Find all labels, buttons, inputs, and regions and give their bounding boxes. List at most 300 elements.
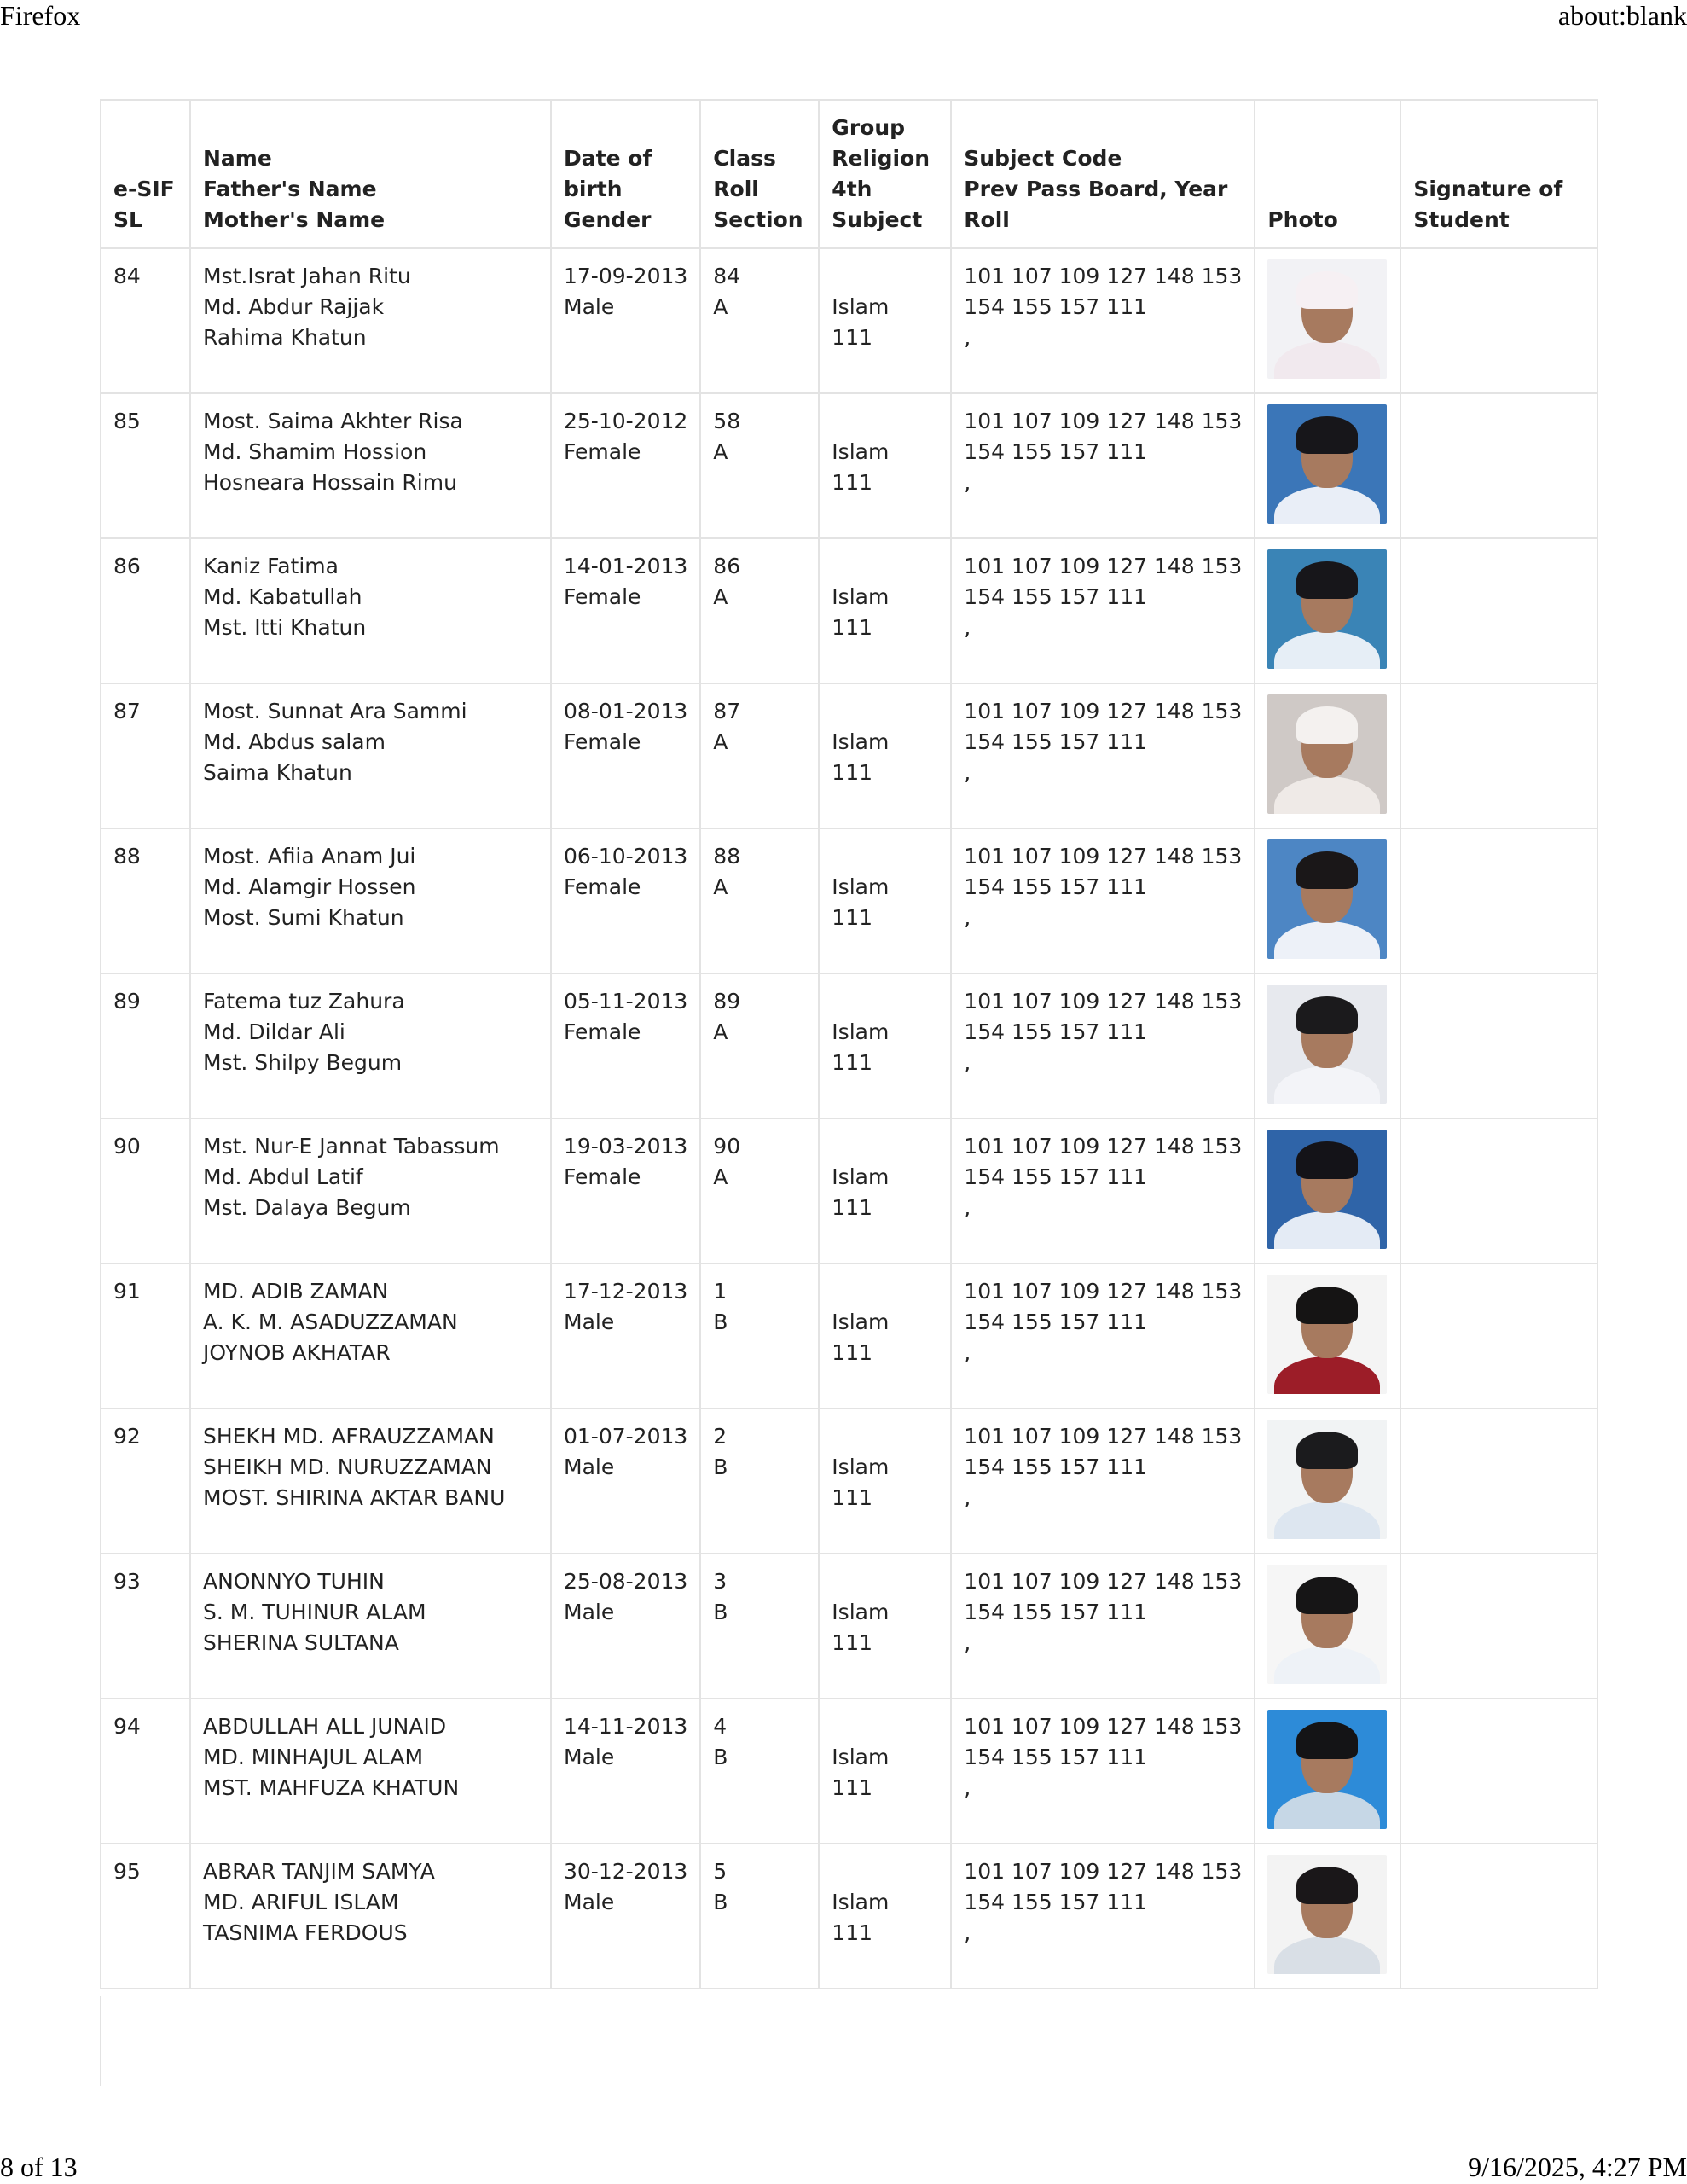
cell-text-sl: 84 xyxy=(113,264,141,288)
class-cell xyxy=(700,683,819,828)
photo-shoulders xyxy=(1274,1066,1380,1104)
cell-text-father: Md. Alamgir Hossen xyxy=(203,874,416,899)
signature-cell xyxy=(1400,538,1597,683)
dob-cell xyxy=(551,538,700,683)
column-header-photo xyxy=(1255,100,1400,248)
table-trailing-border xyxy=(100,1996,101,2086)
header-text: Photo xyxy=(1267,207,1338,232)
cell-text-religion: Islam xyxy=(832,584,890,609)
signature-cell xyxy=(1400,1409,1597,1554)
cell-text-name: Most. Saima Akhter Risa xyxy=(203,409,463,433)
name-cell xyxy=(190,393,551,538)
table-header xyxy=(101,100,1597,248)
religion-cell xyxy=(819,1118,951,1263)
dob-cell xyxy=(551,1699,700,1844)
class-cell xyxy=(700,1263,819,1409)
subject-code-cell xyxy=(951,1844,1255,1989)
cell-text-gender: Male xyxy=(564,294,615,319)
cell-text-codes1: 101 107 109 127 148 153 xyxy=(964,554,1243,578)
photo-hair xyxy=(1296,271,1358,309)
photo-cell xyxy=(1255,1263,1400,1409)
header-text: Date of xyxy=(564,146,652,171)
subject-code-cell xyxy=(951,393,1255,538)
cell-text-section: B xyxy=(713,1600,728,1624)
cell-text-dob: 19-03-2013 xyxy=(564,1134,688,1159)
cell-text-sl: 90 xyxy=(113,1134,141,1159)
cell-text-roll: 86 xyxy=(713,554,741,578)
student-list-table xyxy=(100,99,1598,1989)
class-cell xyxy=(700,1844,819,1989)
cell-text-codes1: 101 107 109 127 148 153 xyxy=(964,1279,1243,1304)
photo-shoulders xyxy=(1274,1356,1380,1394)
cell-text-father: A. K. M. ASADUZZAMAN xyxy=(203,1310,458,1334)
cell-text-sl: 92 xyxy=(113,1424,141,1449)
header-text: Signature of xyxy=(1413,177,1563,201)
cell-text-fourth: 111 xyxy=(832,325,873,350)
dob-cell xyxy=(551,1554,700,1699)
cell-text-father: Md. Dildar Ali xyxy=(203,1019,345,1044)
signature-cell xyxy=(1400,1844,1597,1989)
subject-code-cell xyxy=(951,683,1255,828)
cell-text-codes2: 154 155 157 111 xyxy=(964,729,1148,754)
sl-cell xyxy=(101,538,190,683)
cell-text-codes2: 154 155 157 111 xyxy=(964,439,1148,464)
cell-text-religion: Islam xyxy=(832,1019,890,1044)
cell-text-roll: 90 xyxy=(713,1134,741,1159)
cell-text-prev: , xyxy=(964,760,971,785)
cell-text-gender: Female xyxy=(564,1019,641,1044)
header-text: 4th xyxy=(832,177,872,201)
cell-text-dob: 01-07-2013 xyxy=(564,1424,688,1449)
cell-text-dob: 05-11-2013 xyxy=(564,989,688,1014)
column-header-name xyxy=(190,100,551,248)
cell-text-codes1: 101 107 109 127 148 153 xyxy=(964,1569,1243,1594)
name-cell xyxy=(190,1699,551,1844)
cell-text-roll: 5 xyxy=(713,1859,728,1884)
subject-code-cell xyxy=(951,538,1255,683)
column-header-religion xyxy=(819,100,951,248)
sl-cell xyxy=(101,1118,190,1263)
header-text: Group xyxy=(832,115,906,140)
cell-text-father: MD. ARIFUL ISLAM xyxy=(203,1890,399,1914)
cell-text-mother: TASNIMA FERDOUS xyxy=(203,1920,408,1945)
religion-cell xyxy=(819,1699,951,1844)
photo-shoulders xyxy=(1274,921,1380,959)
cell-text-religion: Islam xyxy=(832,439,890,464)
cell-text-mother: Hosneara Hossain Rimu xyxy=(203,470,457,495)
photo-shoulders xyxy=(1274,776,1380,814)
cell-text-name: Kaniz Fatima xyxy=(203,554,339,578)
header-text: Section xyxy=(713,207,803,232)
cell-text-fourth: 111 xyxy=(832,1630,873,1655)
cell-text-name: ANONNYO TUHIN xyxy=(203,1569,385,1594)
cell-text-codes2: 154 155 157 111 xyxy=(964,1310,1148,1334)
photo-cell xyxy=(1255,1118,1400,1263)
class-cell xyxy=(700,538,819,683)
dob-cell xyxy=(551,248,700,393)
cell-text-sl: 85 xyxy=(113,409,141,433)
subject-code-cell xyxy=(951,1699,1255,1844)
photo-hair xyxy=(1296,1432,1358,1469)
cell-text-sl: 94 xyxy=(113,1714,141,1739)
name-cell xyxy=(190,1118,551,1263)
cell-text-fourth: 111 xyxy=(832,1340,873,1365)
photo-hair xyxy=(1296,1722,1358,1759)
signature-cell xyxy=(1400,683,1597,828)
cell-text-name: ABRAR TANJIM SAMYA xyxy=(203,1859,435,1884)
cell-text-prev: , xyxy=(964,1920,971,1945)
header-text: Class xyxy=(713,146,776,171)
name-cell xyxy=(190,248,551,393)
cell-text-father: SHEIKH MD. NURUZZAMAN xyxy=(203,1455,492,1479)
cell-text-roll: 58 xyxy=(713,409,741,433)
cell-text-fourth: 111 xyxy=(832,615,873,640)
header-text: Subject xyxy=(832,207,923,232)
religion-cell xyxy=(819,973,951,1118)
name-cell xyxy=(190,973,551,1118)
cell-text-prev: , xyxy=(964,1195,971,1220)
sl-cell xyxy=(101,1699,190,1844)
student-photo xyxy=(1267,1275,1387,1394)
cell-text-codes1: 101 107 109 127 148 153 xyxy=(964,264,1243,288)
header-row xyxy=(101,100,1597,248)
sl-cell xyxy=(101,973,190,1118)
cell-text-prev: , xyxy=(964,615,971,640)
subject-code-cell xyxy=(951,973,1255,1118)
table-row xyxy=(101,1554,1597,1699)
column-header-signature xyxy=(1400,100,1597,248)
cell-text-religion: Islam xyxy=(832,1310,890,1334)
cell-text-dob: 08-01-2013 xyxy=(564,699,688,723)
print-datetime: 9/16/2025, 4:27 PM xyxy=(1468,2152,1687,2182)
subject-code-cell xyxy=(951,1554,1255,1699)
sl-cell xyxy=(101,683,190,828)
cell-text-father: Md. Abdus salam xyxy=(203,729,386,754)
religion-cell xyxy=(819,538,951,683)
cell-text-dob: 14-11-2013 xyxy=(564,1714,688,1739)
cell-text-prev: , xyxy=(964,325,971,350)
column-header-subject-code xyxy=(951,100,1255,248)
religion-cell xyxy=(819,1844,951,1989)
cell-text-codes2: 154 155 157 111 xyxy=(964,584,1148,609)
cell-text-section: B xyxy=(713,1455,728,1479)
subject-code-cell xyxy=(951,1118,1255,1263)
cell-text-section: A xyxy=(713,1165,728,1189)
photo-hair xyxy=(1296,1577,1358,1614)
header-text: Subject Code xyxy=(964,146,1122,171)
subject-code-cell xyxy=(951,1409,1255,1554)
photo-hair xyxy=(1296,706,1358,744)
cell-text-roll: 88 xyxy=(713,844,741,868)
cell-text-codes1: 101 107 109 127 148 153 xyxy=(964,1424,1243,1449)
class-cell xyxy=(700,393,819,538)
cell-text-roll: 4 xyxy=(713,1714,728,1739)
signature-cell xyxy=(1400,973,1597,1118)
column-header-dob xyxy=(551,100,700,248)
religion-cell xyxy=(819,828,951,973)
name-cell xyxy=(190,1409,551,1554)
photo-cell xyxy=(1255,1554,1400,1699)
religion-cell xyxy=(819,1554,951,1699)
cell-text-roll: 87 xyxy=(713,699,741,723)
sl-cell xyxy=(101,1409,190,1554)
sl-cell xyxy=(101,1844,190,1989)
cell-text-roll: 89 xyxy=(713,989,741,1014)
cell-text-sl: 91 xyxy=(113,1279,141,1304)
table-body xyxy=(101,248,1597,1989)
cell-text-section: A xyxy=(713,729,728,754)
signature-cell xyxy=(1400,1699,1597,1844)
cell-text-sl: 86 xyxy=(113,554,141,578)
cell-text-mother: Mst. Dalaya Begum xyxy=(203,1195,411,1220)
religion-cell xyxy=(819,248,951,393)
cell-text-gender: Female xyxy=(564,874,641,899)
cell-text-dob: 25-10-2012 xyxy=(564,409,688,433)
cell-text-codes1: 101 107 109 127 148 153 xyxy=(964,1714,1243,1739)
class-cell xyxy=(700,828,819,973)
cell-text-father: S. M. TUHINUR ALAM xyxy=(203,1600,426,1624)
subject-code-cell xyxy=(951,248,1255,393)
cell-text-gender: Male xyxy=(564,1600,615,1624)
cell-text-section: A xyxy=(713,1019,728,1044)
cell-text-gender: Male xyxy=(564,1890,615,1914)
browser-url: about:blank xyxy=(1557,0,1687,31)
cell-text-codes1: 101 107 109 127 148 153 xyxy=(964,699,1243,723)
cell-text-mother: MST. MAHFUZA KHATUN xyxy=(203,1775,460,1800)
photo-shoulders xyxy=(1274,1502,1380,1539)
table-row xyxy=(101,248,1597,393)
header-text: Gender xyxy=(564,207,652,232)
cell-text-name: MD. ADIB ZAMAN xyxy=(203,1279,389,1304)
cell-text-codes1: 101 107 109 127 148 153 xyxy=(964,1134,1243,1159)
cell-text-religion: Islam xyxy=(832,294,890,319)
cell-text-prev: , xyxy=(964,1630,971,1655)
dob-cell xyxy=(551,1118,700,1263)
cell-text-gender: Female xyxy=(564,439,641,464)
cell-text-sl: 88 xyxy=(113,844,141,868)
sl-cell xyxy=(101,1554,190,1699)
cell-text-roll: 84 xyxy=(713,264,741,288)
header-text: Prev Pass Board, Year xyxy=(964,177,1228,201)
cell-text-gender: Female xyxy=(564,1165,641,1189)
student-photo xyxy=(1267,1420,1387,1539)
name-cell xyxy=(190,1263,551,1409)
dob-cell xyxy=(551,393,700,538)
header-text: Mother's Name xyxy=(203,207,386,232)
photo-cell xyxy=(1255,538,1400,683)
religion-cell xyxy=(819,1409,951,1554)
cell-text-father: Md. Shamim Hossion xyxy=(203,439,427,464)
cell-text-codes2: 154 155 157 111 xyxy=(964,1165,1148,1189)
subject-code-cell xyxy=(951,1263,1255,1409)
header-text: SL xyxy=(113,207,142,232)
cell-text-prev: , xyxy=(964,1340,971,1365)
header-text: Student xyxy=(1413,207,1510,232)
table-row xyxy=(101,538,1597,683)
sl-cell xyxy=(101,1263,190,1409)
cell-text-dob: 06-10-2013 xyxy=(564,844,688,868)
cell-text-religion: Islam xyxy=(832,1455,890,1479)
photo-shoulders xyxy=(1274,486,1380,524)
cell-text-mother: SHERINA SULTANA xyxy=(203,1630,399,1655)
cell-text-religion: Islam xyxy=(832,1600,890,1624)
cell-text-prev: , xyxy=(964,1485,971,1510)
photo-cell xyxy=(1255,1844,1400,1989)
header-text: birth xyxy=(564,177,623,201)
class-cell xyxy=(700,973,819,1118)
student-photo xyxy=(1267,1130,1387,1249)
cell-text-roll: 3 xyxy=(713,1569,728,1594)
cell-text-gender: Male xyxy=(564,1745,615,1769)
photo-shoulders xyxy=(1274,1647,1380,1684)
table-row xyxy=(101,1699,1597,1844)
cell-text-fourth: 111 xyxy=(832,1920,873,1945)
cell-text-fourth: 111 xyxy=(832,1050,873,1075)
photo-hair xyxy=(1296,1141,1358,1179)
cell-text-codes2: 154 155 157 111 xyxy=(964,1745,1148,1769)
sl-cell xyxy=(101,248,190,393)
table-row xyxy=(101,973,1597,1118)
cell-text-roll: 2 xyxy=(713,1424,728,1449)
cell-text-religion: Islam xyxy=(832,1890,890,1914)
cell-text-name: SHEKH MD. AFRAUZZAMAN xyxy=(203,1424,495,1449)
table-row xyxy=(101,828,1597,973)
cell-text-mother: Rahima Khatun xyxy=(203,325,367,350)
name-cell xyxy=(190,538,551,683)
cell-text-fourth: 111 xyxy=(832,905,873,930)
header-text: Roll xyxy=(713,177,759,201)
cell-text-father: Md. Abdul Latif xyxy=(203,1165,363,1189)
cell-text-prev: , xyxy=(964,1775,971,1800)
dob-cell xyxy=(551,973,700,1118)
student-photo xyxy=(1267,1710,1387,1829)
cell-text-name: Most. Afiia Anam Jui xyxy=(203,844,416,868)
cell-text-father: Md. Kabatullah xyxy=(203,584,362,609)
table-row xyxy=(101,683,1597,828)
cell-text-section: B xyxy=(713,1890,728,1914)
religion-cell xyxy=(819,393,951,538)
photo-cell xyxy=(1255,828,1400,973)
dob-cell xyxy=(551,1409,700,1554)
photo-cell xyxy=(1255,1699,1400,1844)
dob-cell xyxy=(551,1844,700,1989)
cell-text-name: ABDULLAH ALL JUNAID xyxy=(203,1714,447,1739)
cell-text-sl: 89 xyxy=(113,989,141,1014)
photo-cell xyxy=(1255,683,1400,828)
cell-text-mother: JOYNOB AKHATAR xyxy=(203,1340,391,1365)
student-photo xyxy=(1267,404,1387,524)
cell-text-codes1: 101 107 109 127 148 153 xyxy=(964,409,1243,433)
cell-text-codes2: 154 155 157 111 xyxy=(964,1890,1148,1914)
class-cell xyxy=(700,248,819,393)
signature-cell xyxy=(1400,1554,1597,1699)
cell-text-mother: MOST. SHIRINA AKTAR BANU xyxy=(203,1485,506,1510)
table-row xyxy=(101,1409,1597,1554)
name-cell xyxy=(190,1554,551,1699)
cell-text-sl: 87 xyxy=(113,699,141,723)
cell-text-section: B xyxy=(713,1310,728,1334)
cell-text-roll: 1 xyxy=(713,1279,728,1304)
cell-text-prev: , xyxy=(964,470,971,495)
student-photo xyxy=(1267,985,1387,1104)
cell-text-codes2: 154 155 157 111 xyxy=(964,1019,1148,1044)
class-cell xyxy=(700,1554,819,1699)
header-text: Father's Name xyxy=(203,177,377,201)
cell-text-mother: Mst. Shilpy Begum xyxy=(203,1050,403,1075)
name-cell xyxy=(190,683,551,828)
signature-cell xyxy=(1400,1263,1597,1409)
cell-text-gender: Female xyxy=(564,729,641,754)
signature-cell xyxy=(1400,828,1597,973)
cell-text-dob: 17-09-2013 xyxy=(564,264,688,288)
photo-shoulders xyxy=(1274,1792,1380,1829)
header-text: e-SIF xyxy=(113,177,175,201)
student-photo xyxy=(1267,839,1387,959)
cell-text-father: Md. Abdur Rajjak xyxy=(203,294,385,319)
cell-text-religion: Islam xyxy=(832,729,890,754)
cell-text-codes2: 154 155 157 111 xyxy=(964,874,1148,899)
student-photo xyxy=(1267,1565,1387,1684)
cell-text-fourth: 111 xyxy=(832,1195,873,1220)
photo-shoulders xyxy=(1274,631,1380,669)
photo-cell xyxy=(1255,1409,1400,1554)
cell-text-section: A xyxy=(713,294,728,319)
cell-text-gender: Male xyxy=(564,1455,615,1479)
cell-text-codes1: 101 107 109 127 148 153 xyxy=(964,1859,1243,1884)
cell-text-codes1: 101 107 109 127 148 153 xyxy=(964,989,1243,1014)
cell-text-mother: Saima Khatun xyxy=(203,760,352,785)
header-text: Name xyxy=(203,146,272,171)
cell-text-fourth: 111 xyxy=(832,760,873,785)
religion-cell xyxy=(819,1263,951,1409)
student-photo xyxy=(1267,694,1387,814)
cell-text-dob: 14-01-2013 xyxy=(564,554,688,578)
photo-hair xyxy=(1296,996,1358,1034)
cell-text-name: Mst. Nur-E Jannat Tabassum xyxy=(203,1134,500,1159)
table-row xyxy=(101,1118,1597,1263)
cell-text-mother: Mst. Itti Khatun xyxy=(203,615,367,640)
cell-text-codes2: 154 155 157 111 xyxy=(964,294,1148,319)
photo-cell xyxy=(1255,393,1400,538)
photo-cell xyxy=(1255,973,1400,1118)
cell-text-codes2: 154 155 157 111 xyxy=(964,1600,1148,1624)
religion-cell xyxy=(819,683,951,828)
cell-text-dob: 17-12-2013 xyxy=(564,1279,688,1304)
header-text: Roll xyxy=(964,207,1010,232)
cell-text-section: A xyxy=(713,439,728,464)
photo-cell xyxy=(1255,248,1400,393)
cell-text-codes2: 154 155 157 111 xyxy=(964,1455,1148,1479)
cell-text-sl: 93 xyxy=(113,1569,141,1594)
cell-text-fourth: 111 xyxy=(832,1775,873,1800)
cell-text-sl: 95 xyxy=(113,1859,141,1884)
dob-cell xyxy=(551,828,700,973)
dob-cell xyxy=(551,683,700,828)
photo-shoulders xyxy=(1274,341,1380,379)
cell-text-section: A xyxy=(713,874,728,899)
photo-hair xyxy=(1296,561,1358,599)
cell-text-gender: Male xyxy=(564,1310,615,1334)
cell-text-mother: Most. Sumi Khatun xyxy=(203,905,404,930)
cell-text-dob: 25-08-2013 xyxy=(564,1569,688,1594)
photo-hair xyxy=(1296,1287,1358,1324)
student-photo xyxy=(1267,549,1387,669)
signature-cell xyxy=(1400,1118,1597,1263)
browser-app-name: Firefox xyxy=(0,0,81,31)
class-cell xyxy=(700,1699,819,1844)
table-row xyxy=(101,1263,1597,1409)
column-header-sl xyxy=(101,100,190,248)
